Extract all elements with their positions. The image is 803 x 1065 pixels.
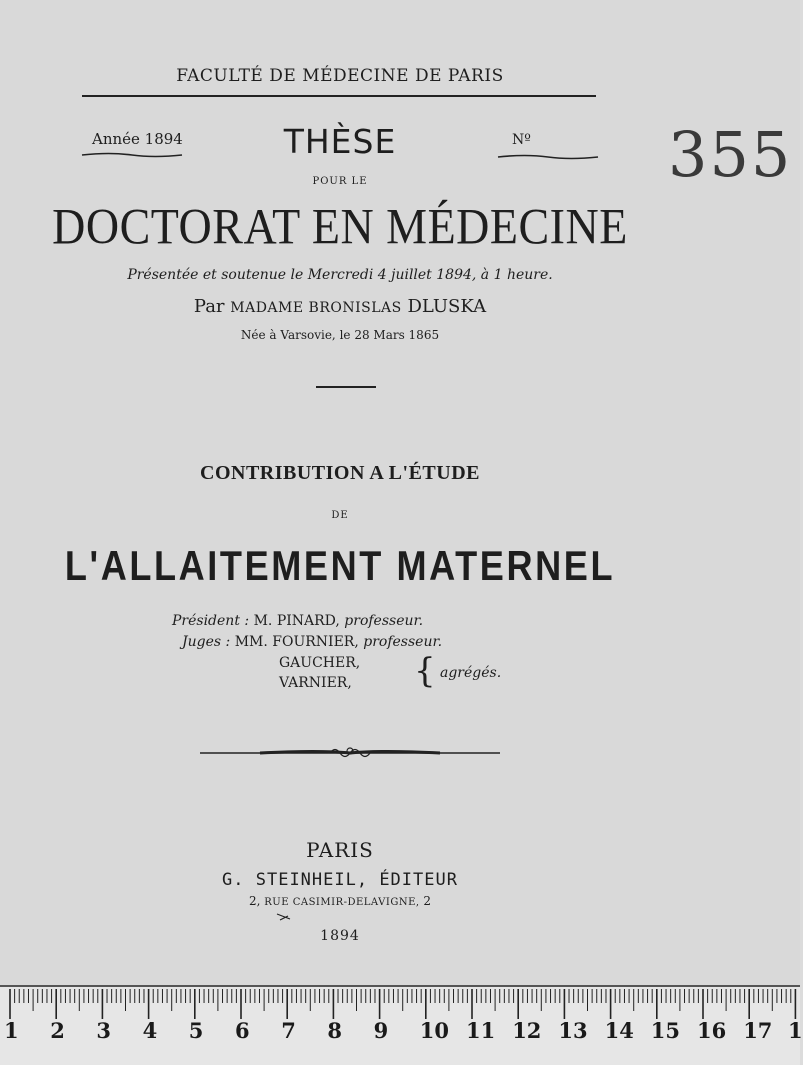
year-label: Année 1894: [92, 130, 183, 148]
author-title: MADAME BRONISLAS: [230, 300, 402, 316]
defense-date: Présentée et soutenue le Mercredi 4 juillet 1894, à 1 heure.: [127, 267, 553, 283]
ornament-rule: [200, 742, 502, 764]
president-name: M. PINARD,: [253, 613, 340, 629]
pen-mark: [276, 912, 292, 922]
ruler-number: 11: [466, 1018, 496, 1043]
judges-role: Juges :: [182, 634, 231, 650]
president-role: Président :: [172, 613, 250, 629]
number-label: Nº: [512, 132, 531, 148]
publisher-address: [0, 894, 680, 908]
pour-le: POUR LE: [312, 176, 368, 187]
judge1-title: professeur.: [363, 634, 443, 650]
ruler-number: 15: [650, 1018, 681, 1043]
author-surname: DLUSKA: [407, 296, 487, 317]
faculty-heading: FACULTÉ DE MÉDECINE DE PARIS: [176, 66, 504, 86]
ruler-number: 9: [373, 1018, 389, 1043]
author-line: [0, 296, 680, 317]
brace-glyph: {: [414, 651, 436, 691]
president-title: professeur.: [344, 613, 424, 629]
ruler-number: 1: [788, 1018, 803, 1043]
ruler-number: 7: [281, 1018, 296, 1043]
address-number-2: 2: [423, 894, 432, 908]
ruler-number: 2: [50, 1018, 65, 1043]
ruler-number: 8: [327, 1018, 343, 1043]
ruler-number: 1: [4, 1018, 19, 1043]
subject-de: DE: [331, 510, 349, 521]
judge1-name: MM. FOURNIER,: [234, 634, 359, 650]
subject-line-1: CONTRIBUTION A L'ÉTUDE: [200, 462, 480, 484]
address-number-1: 2,: [248, 894, 261, 908]
middle-rule: [316, 386, 376, 388]
publisher-city: PARIS: [306, 838, 374, 862]
ruler-number: 14: [604, 1018, 634, 1043]
ruler-number: 17: [743, 1018, 773, 1043]
doctorat-heading: DOCTORAT EN MÉDECINE: [52, 198, 628, 255]
ruler-number: 4: [142, 1018, 158, 1043]
number-swash: [496, 152, 600, 162]
these-heading: THÈSE: [283, 122, 397, 161]
publisher-name: G. STEINHEIL, ÉDITEUR: [222, 870, 458, 890]
ruler-number: 12: [512, 1018, 542, 1043]
ruler-number: 3: [96, 1018, 112, 1043]
ruler-number: 16: [697, 1018, 727, 1043]
stamp-number: 355: [668, 118, 793, 191]
subject-line-2: L'ALLAITEMENT MATERNEL: [64, 542, 616, 589]
agreges-label: agrégés.: [440, 665, 502, 681]
ruler-number: 6: [235, 1018, 250, 1043]
top-rule: [82, 95, 596, 97]
jury-judge-1: [182, 634, 442, 650]
ruler-number: 13: [558, 1018, 588, 1043]
ruler-number: 10: [419, 1018, 450, 1043]
jury-judge-2: GAUCHER,: [279, 655, 361, 671]
birth-line: Née à Varsovie, le 28 Mars 1865: [240, 328, 440, 342]
ruler-number: 5: [188, 1018, 204, 1043]
jury-judge-3: VARNIER,: [279, 675, 352, 691]
jury-president: [172, 613, 423, 629]
par-label: Par: [193, 296, 225, 317]
address-street: RUE CASIMIR-DELAVIGNE,: [264, 897, 420, 908]
publication-year: 1894: [320, 928, 360, 944]
